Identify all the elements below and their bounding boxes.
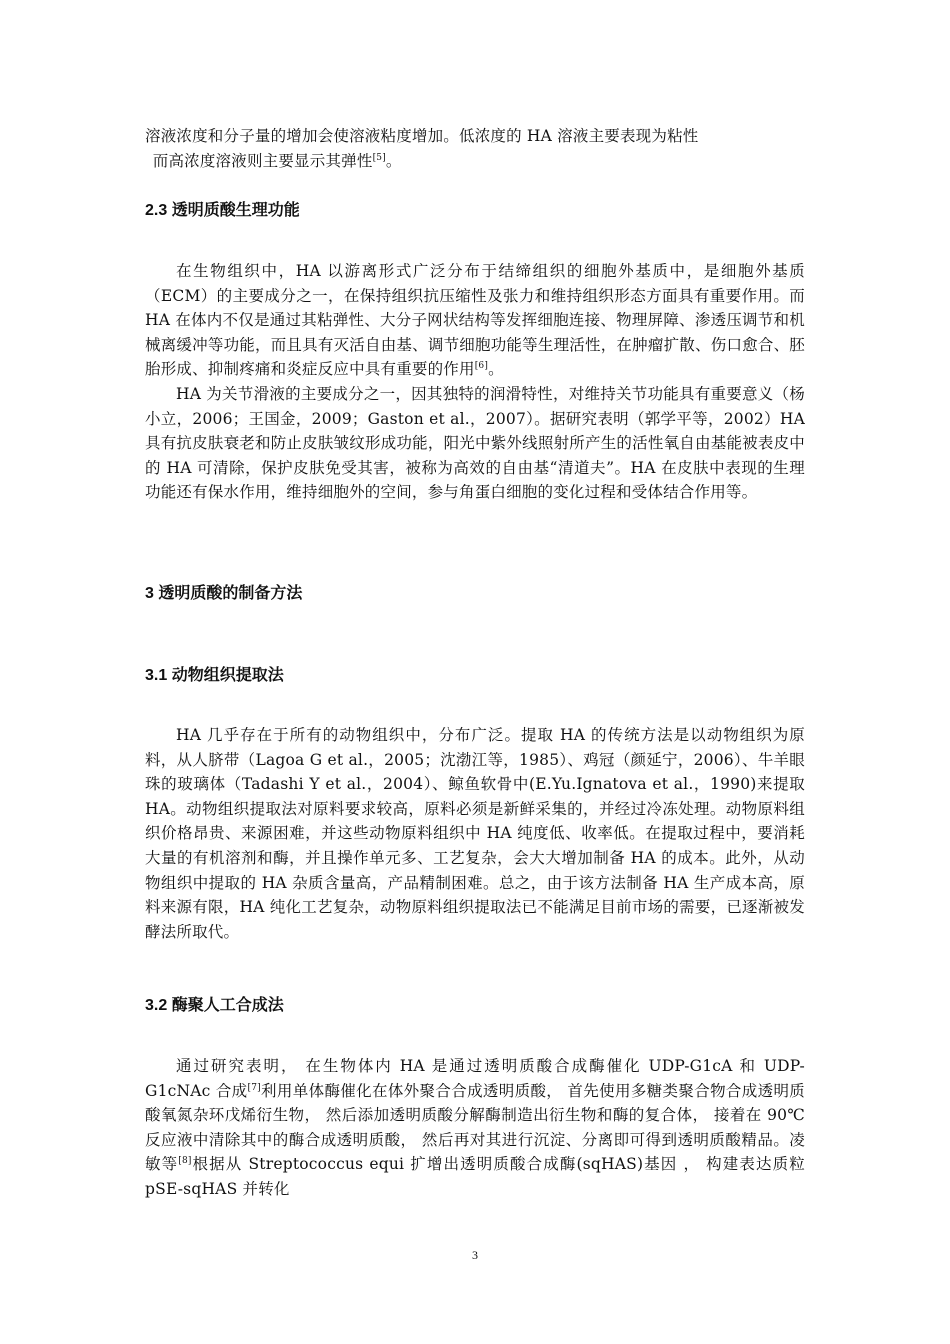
intro-line-1: 溶液浓度和分子量的增加会使溶液粘度增加。低浓度的 HA 溶液主要表现为粘性 (145, 127, 699, 145)
section-heading-3: 3 透明质酸的制备方法 (145, 585, 303, 602)
page-number: 3 (472, 1248, 478, 1262)
section-3-2-text-b: 利用单体酶催化在体外聚合合成透明质酸， 首先使用多糖类聚合物合成透明质酸氧氮杂环戊烯衍生物， 然后添加透明质酸分解酶制造出衍生物和酶的复合体， 接着在 90℃反应液中清除其中的酶合成透明质酸， 然后再对其进行沉淀、分离即可得到透明质酸精品。凌敏等 (145, 1081, 806, 1174)
section-3-2-text-a: 通过研究表明， 在生物体内 HA 是通过透明质酸合成酶催化 UDP-G1cA 和 UDP-G1cNAc 合成 (145, 1057, 805, 1100)
section-3-2-text-c: 根据从 Streptococcus equi 扩增出透明质酸合成酶(sqHAS)基因 ， 构建表达质粒 pSE-sqHAS 并转化 (145, 1155, 805, 1198)
citation-ref: [8] (178, 1156, 192, 1167)
section-2-3-paragraph-1-end: 。 (488, 360, 504, 379)
section-2-3-paragraph-2: HA 为关节滑液的主要成分之一，因其独特的润滑特性，对维持关节功能具有重要意义（杨小立，2006；王国金，2009；Gaston et al.，2007）。据研究表明（郭学平等，2002）HA 具有抗皮肤衰老和防止皮肤皱纹形成功能，阳光中紫外线照射所产生的活性氧自由基能被表皮中的 HA 可清除，保护皮肤免受其害，被称为高效的自由基“清道夫”。HA 在皮肤中表现的生理功能还有保水作用，维持细胞外的空间，参与角蛋白细胞的变化过程和受体结合作用等。 (145, 384, 805, 502)
intro-line-2-end: 。 (385, 151, 402, 170)
section-heading-3-2: 3.2 酶聚人工合成法 (145, 997, 284, 1014)
intro-paragraph (145, 124, 805, 173)
section-2-3-paragraph-1-text: 在生物组织中，HA 以游离形式广泛分布于结缔组织的细胞外基质中，是细胞外基质（ECM）的主要成分之一，在保持组织抗压缩性及张力和维持组织形态方面具有重要作用。而 HA 在体内不仅是通过其粘弹性、大分子网状结构等发挥细胞连接、物理屏障、渗透压调节和机械离缓冲等功能，而且具有灭活自由基、调节细胞功能等生理活性，在肿瘤扩散、伤口愈合、胚胎形成、抑制疼痛和炎症反应中具有重要的作用 (145, 262, 805, 379)
section-heading-2-3: 2.3 透明质酸生理功能 (145, 202, 300, 219)
section-3-1-paragraph-1: HA 几乎存在于所有的动物组织中，分布广泛。提取 HA 的传统方法是以动物组织为原料，从人脐带（Lagoa G et al.，2005；沈渤江等，1985）、鸡冠（颜延宁，2006）、牛羊眼珠的玻璃体（Tadashi Y et al.，2004）、鲸鱼软骨中(E.Yu.Ignatova et al.，1990)来提取 HA。动物组织提取法对原料要求较高，原料必须是新鲜采集的，并经过冷冻处理。动物原料组织价格昂贵、来源困难，并这些动物原料组织中 HA 纯度低、收率低。在提取过程中，要消耗大量的有机溶剂和酶，并且操作单元多、工艺复杂，会大大增加制备 HA 的成本。此外，从动物组织中提取的 HA 杂质含量高，产品精制困难。总之，由于该方法制备 HA 生产成本高，原料来源有限，HA 纯化工艺复杂，动物原料组织提取法已不能满足目前市场的需要，已逐渐被发酵法所取代。 (145, 726, 805, 941)
intro-line-2-text: 而高浓度溶液则主要显示其弹性 (152, 151, 373, 170)
citation-ref: [7] (247, 1082, 261, 1093)
citation-ref: [5] (372, 152, 386, 163)
intro-line-2 (145, 149, 805, 174)
section-3-2-paragraph-1 (145, 1054, 805, 1202)
citation-ref: [6] (474, 361, 489, 372)
section-2-3-body (145, 259, 805, 505)
section-3-1-body (145, 723, 805, 944)
section-2-3-paragraph-1 (145, 259, 805, 382)
section-heading-3-1: 3.1 动物组织提取法 (145, 667, 284, 684)
section-3-2-body (145, 1054, 805, 1202)
